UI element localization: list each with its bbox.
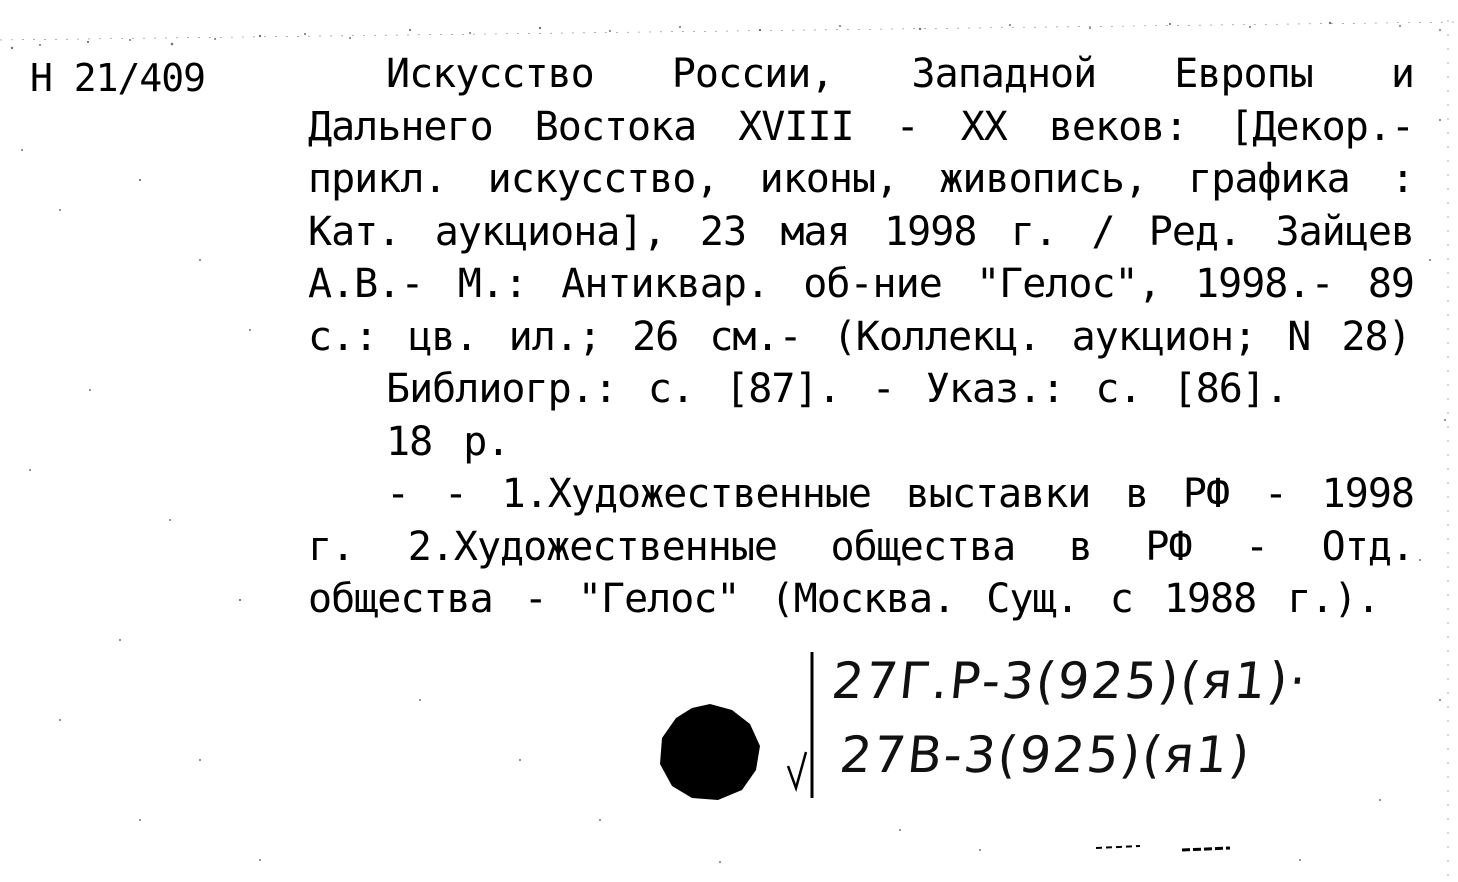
scan-marks [1090, 838, 1250, 858]
price-note: 18 р. [386, 418, 510, 465]
record-line: г. 2.Художественные общества в РФ - Отд. [308, 523, 1414, 570]
call-number: Н 21/409 [30, 56, 206, 100]
bibliography-note: Библиогр.: с. [87]. - Указ.: с. [86]. [386, 366, 1289, 412]
handwritten-classification-1: 27Г.Р-3(925)(я1)· [828, 652, 1311, 710]
record-line: общества - "Гелос" (Москва. Сущ. с 1988 г.). [308, 576, 1380, 622]
title-description-paragraph [308, 48, 1414, 363]
bibliographic-record [308, 48, 1414, 626]
record-line: - - 1.Художественные выставки в РФ - 1998 [386, 471, 1414, 517]
record-line: Искусство России, Западной Европы и [386, 51, 1414, 97]
record-line: прикл. искусство, иконы, живопись, графика : [308, 156, 1414, 202]
record-line: 1998.- 89 с.: цв. ил.; 26 см.- (Коллекц. [308, 261, 1414, 360]
punch-hole [654, 700, 764, 804]
record-line: Дальнего Востока XVIII - XX веков: [Декор.- [308, 103, 1414, 150]
handwritten-notes [770, 640, 1430, 810]
record-line: Зайцев А.В.- М.: Антиквар. об-ние "Гелос", [308, 208, 1414, 307]
subject-headings-paragraph [308, 468, 1414, 626]
record-line: Кат. аукциона], 23 мая 1998 г. / Ред. [308, 208, 1242, 255]
handwritten-classification-2: 27В-3(925)(я1) [836, 726, 1255, 784]
record-line: аукцион; N 28) [1071, 313, 1411, 360]
